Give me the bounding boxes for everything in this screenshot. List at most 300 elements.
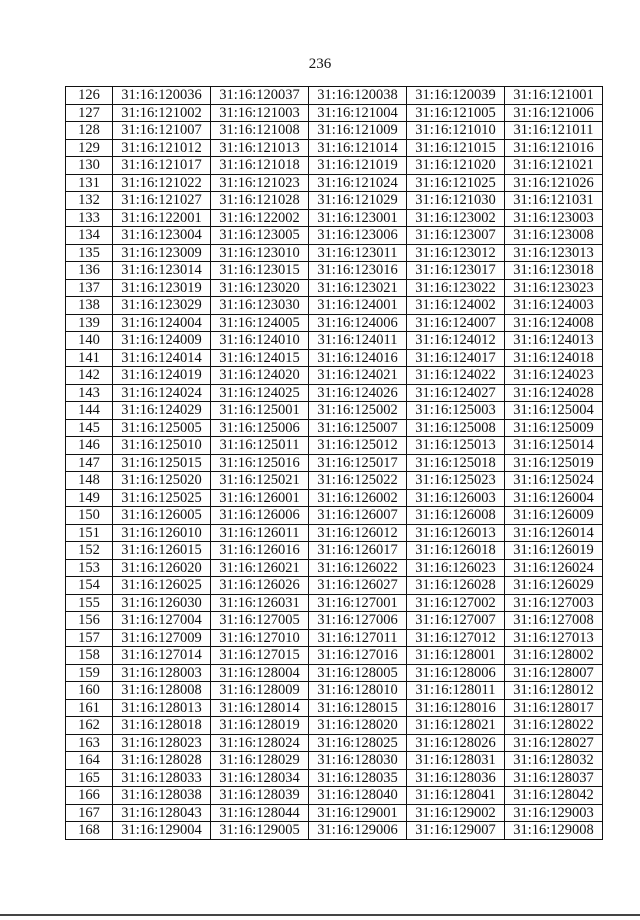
row-number-cell: 164 bbox=[66, 752, 113, 770]
cadastral-code-cell: 31:16:126024 bbox=[505, 559, 603, 577]
cadastral-code-cell: 31:16:123017 bbox=[407, 262, 505, 280]
row-number-cell: 127 bbox=[66, 104, 113, 122]
cadastral-code-cell: 31:16:123008 bbox=[505, 227, 603, 245]
cadastral-code-cell: 31:16:126004 bbox=[505, 489, 603, 507]
cadastral-code-cell: 31:16:128018 bbox=[113, 717, 211, 735]
page-number: 236 bbox=[308, 56, 332, 72]
cadastral-code-cell: 31:16:126030 bbox=[113, 594, 211, 612]
cadastral-code-cell: 31:16:128041 bbox=[407, 787, 505, 805]
cadastral-code-cell: 31:16:121021 bbox=[505, 157, 603, 175]
row-number-cell: 154 bbox=[66, 577, 113, 595]
cadastral-code-cell: 31:16:123005 bbox=[211, 227, 309, 245]
table-row bbox=[66, 262, 603, 280]
table-row bbox=[66, 454, 603, 472]
bottom-divider bbox=[0, 914, 640, 916]
table-row bbox=[66, 804, 603, 822]
cadastral-code-cell: 31:16:125021 bbox=[211, 472, 309, 490]
cadastral-code-cell: 31:16:121026 bbox=[505, 174, 603, 192]
cadastral-code-cell: 31:16:121017 bbox=[113, 157, 211, 175]
row-number-cell: 162 bbox=[66, 717, 113, 735]
cadastral-code-cell: 31:16:124004 bbox=[113, 314, 211, 332]
cadastral-code-cell: 31:16:121002 bbox=[113, 104, 211, 122]
cadastral-code-cell: 31:16:126012 bbox=[309, 524, 407, 542]
cadastral-code-cell: 31:16:128037 bbox=[505, 769, 603, 787]
cadastral-code-cell: 31:16:121020 bbox=[407, 157, 505, 175]
cadastral-code-cell: 31:16:121018 bbox=[211, 157, 309, 175]
table-row bbox=[66, 157, 603, 175]
cadastral-code-cell: 31:16:120037 bbox=[211, 87, 309, 105]
cadastral-code-cell: 31:16:121014 bbox=[309, 139, 407, 157]
cadastral-code-cell: 31:16:123010 bbox=[211, 244, 309, 262]
table-row bbox=[66, 542, 603, 560]
table-row bbox=[66, 734, 603, 752]
row-number-cell: 146 bbox=[66, 437, 113, 455]
table-row bbox=[66, 577, 603, 595]
table-row bbox=[66, 367, 603, 385]
table-row bbox=[66, 297, 603, 315]
cadastral-code-cell: 31:16:129005 bbox=[211, 822, 309, 840]
cadastral-code-cell: 31:16:123020 bbox=[211, 279, 309, 297]
cadastral-code-cell: 31:16:127007 bbox=[407, 612, 505, 630]
cadastral-code-cell: 31:16:128029 bbox=[211, 752, 309, 770]
row-number-cell: 161 bbox=[66, 699, 113, 717]
cadastral-code-cell: 31:16:125025 bbox=[113, 489, 211, 507]
table-row bbox=[66, 769, 603, 787]
cadastral-code-cell: 31:16:124028 bbox=[505, 384, 603, 402]
row-number-cell: 167 bbox=[66, 804, 113, 822]
table-row bbox=[66, 279, 603, 297]
cadastral-code-cell: 31:16:124029 bbox=[113, 402, 211, 420]
cadastral-code-cell: 31:16:125010 bbox=[113, 437, 211, 455]
table-row bbox=[66, 314, 603, 332]
table-row bbox=[66, 507, 603, 525]
cadastral-code-cell: 31:16:129002 bbox=[407, 804, 505, 822]
cadastral-code-cell: 31:16:128009 bbox=[211, 682, 309, 700]
cadastral-code-cell: 31:16:124010 bbox=[211, 332, 309, 350]
cadastral-code-cell: 31:16:124016 bbox=[309, 349, 407, 367]
table-row bbox=[66, 822, 603, 840]
cadastral-code-cell: 31:16:121010 bbox=[407, 122, 505, 140]
cadastral-code-cell: 31:16:125024 bbox=[505, 472, 603, 490]
row-number-cell: 130 bbox=[66, 157, 113, 175]
cadastral-code-cell: 31:16:126007 bbox=[309, 507, 407, 525]
cadastral-code-cell: 31:16:128002 bbox=[505, 647, 603, 665]
row-number-cell: 140 bbox=[66, 332, 113, 350]
cadastral-code-cell: 31:16:128008 bbox=[113, 682, 211, 700]
cadastral-code-cell: 31:16:121011 bbox=[505, 122, 603, 140]
cadastral-code-cell: 31:16:124011 bbox=[309, 332, 407, 350]
row-number-cell: 159 bbox=[66, 664, 113, 682]
cadastral-code-cell: 31:16:125009 bbox=[505, 419, 603, 437]
table-row bbox=[66, 664, 603, 682]
cadastral-code-cell: 31:16:127008 bbox=[505, 612, 603, 630]
row-number-cell: 138 bbox=[66, 297, 113, 315]
cadastral-code-cell: 31:16:126027 bbox=[309, 577, 407, 595]
table-row bbox=[66, 437, 603, 455]
cadastral-code-cell: 31:16:128032 bbox=[505, 752, 603, 770]
cadastral-code-cell: 31:16:128043 bbox=[113, 804, 211, 822]
cadastral-code-cell: 31:16:123009 bbox=[113, 244, 211, 262]
row-number-cell: 144 bbox=[66, 402, 113, 420]
cadastral-code-cell: 31:16:126013 bbox=[407, 524, 505, 542]
cadastral-code-cell: 31:16:120038 bbox=[309, 87, 407, 105]
cadastral-code-cell: 31:16:127003 bbox=[505, 594, 603, 612]
table-row bbox=[66, 629, 603, 647]
row-number-cell: 158 bbox=[66, 647, 113, 665]
cadastral-code-cell: 31:16:127016 bbox=[309, 647, 407, 665]
cadastral-code-cell: 31:16:120036 bbox=[113, 87, 211, 105]
cadastral-code-cell: 31:16:125017 bbox=[309, 454, 407, 472]
cadastral-code-cell: 31:16:126016 bbox=[211, 542, 309, 560]
cadastral-code-cell: 31:16:127001 bbox=[309, 594, 407, 612]
cadastral-code-cell: 31:16:128015 bbox=[309, 699, 407, 717]
cadastral-code-cell: 31:16:124021 bbox=[309, 367, 407, 385]
table-row bbox=[66, 384, 603, 402]
cadastral-code-cell: 31:16:123012 bbox=[407, 244, 505, 262]
cadastral-code-cell: 31:16:126017 bbox=[309, 542, 407, 560]
cadastral-code-cell: 31:16:127015 bbox=[211, 647, 309, 665]
cadastral-code-cell: 31:16:121013 bbox=[211, 139, 309, 157]
cadastral-code-cell: 31:16:128024 bbox=[211, 734, 309, 752]
cadastral-code-cell: 31:16:128019 bbox=[211, 717, 309, 735]
cadastral-code-cell: 31:16:125002 bbox=[309, 402, 407, 420]
cadastral-code-cell: 31:16:128027 bbox=[505, 734, 603, 752]
row-number-cell: 168 bbox=[66, 822, 113, 840]
cadastral-code-cell: 31:16:124005 bbox=[211, 314, 309, 332]
cadastral-code-cell: 31:16:126025 bbox=[113, 577, 211, 595]
cadastral-code-cell: 31:16:121023 bbox=[211, 174, 309, 192]
cadastral-code-cell: 31:16:123029 bbox=[113, 297, 211, 315]
cadastral-code-cell: 31:16:128035 bbox=[309, 769, 407, 787]
cadastral-code-cell: 31:16:123016 bbox=[309, 262, 407, 280]
cadastral-code-cell: 31:16:121027 bbox=[113, 192, 211, 210]
cadastral-code-cell: 31:16:124002 bbox=[407, 297, 505, 315]
cadastral-code-cell: 31:16:124025 bbox=[211, 384, 309, 402]
row-number-cell: 126 bbox=[66, 87, 113, 105]
cadastral-code-cell: 31:16:128016 bbox=[407, 699, 505, 717]
cadastral-code-cell: 31:16:121005 bbox=[407, 104, 505, 122]
table-body bbox=[66, 87, 603, 840]
cadastral-code-cell: 31:16:123019 bbox=[113, 279, 211, 297]
cadastral-code-cell: 31:16:128028 bbox=[113, 752, 211, 770]
cadastral-code-cell: 31:16:129006 bbox=[309, 822, 407, 840]
cadastral-code-cell: 31:16:124013 bbox=[505, 332, 603, 350]
row-number-cell: 163 bbox=[66, 734, 113, 752]
cadastral-code-cell: 31:16:128022 bbox=[505, 717, 603, 735]
row-number-cell: 150 bbox=[66, 507, 113, 525]
cadastral-code-cell: 31:16:128012 bbox=[505, 682, 603, 700]
cadastral-code-cell: 31:16:125014 bbox=[505, 437, 603, 455]
cadastral-code-cell: 31:16:124018 bbox=[505, 349, 603, 367]
cadastral-code-cell: 31:16:123001 bbox=[309, 209, 407, 227]
cadastral-code-cell: 31:16:121006 bbox=[505, 104, 603, 122]
cadastral-code-cell: 31:16:128017 bbox=[505, 699, 603, 717]
row-number-cell: 128 bbox=[66, 122, 113, 140]
cadastral-code-cell: 31:16:123013 bbox=[505, 244, 603, 262]
table-row bbox=[66, 787, 603, 805]
table-row bbox=[66, 104, 603, 122]
row-number-cell: 131 bbox=[66, 174, 113, 192]
cadastral-code-cell: 31:16:121007 bbox=[113, 122, 211, 140]
cadastral-code-cell: 31:16:125007 bbox=[309, 419, 407, 437]
cadastral-code-cell: 31:16:126001 bbox=[211, 489, 309, 507]
row-number-cell: 147 bbox=[66, 454, 113, 472]
row-number-cell: 139 bbox=[66, 314, 113, 332]
table-row bbox=[66, 752, 603, 770]
cadastral-code-cell: 31:16:121019 bbox=[309, 157, 407, 175]
cadastral-code-cell: 31:16:126011 bbox=[211, 524, 309, 542]
table-row bbox=[66, 717, 603, 735]
cadastral-code-cell: 31:16:123023 bbox=[505, 279, 603, 297]
cadastral-code-cell: 31:16:126019 bbox=[505, 542, 603, 560]
cadastral-code-cell: 31:16:127014 bbox=[113, 647, 211, 665]
cadastral-code-cell: 31:16:128014 bbox=[211, 699, 309, 717]
cadastral-code-cell: 31:16:128040 bbox=[309, 787, 407, 805]
cadastral-code-cell: 31:16:124007 bbox=[407, 314, 505, 332]
cadastral-code-cell: 31:16:125012 bbox=[309, 437, 407, 455]
cadastral-code-cell: 31:16:125001 bbox=[211, 402, 309, 420]
cadastral-code-cell: 31:16:125004 bbox=[505, 402, 603, 420]
table-row bbox=[66, 192, 603, 210]
cadastral-code-cell: 31:16:126003 bbox=[407, 489, 505, 507]
cadastral-code-cell: 31:16:128007 bbox=[505, 664, 603, 682]
cadastral-code-cell: 31:16:125016 bbox=[211, 454, 309, 472]
cadastral-code-cell: 31:16:129001 bbox=[309, 804, 407, 822]
cadastral-code-cell: 31:16:121029 bbox=[309, 192, 407, 210]
cadastral-code-cell: 31:16:128005 bbox=[309, 664, 407, 682]
cadastral-code-cell: 31:16:126010 bbox=[113, 524, 211, 542]
table-row bbox=[66, 139, 603, 157]
cadastral-number-table bbox=[65, 86, 603, 840]
cadastral-code-cell: 31:16:125015 bbox=[113, 454, 211, 472]
row-number-cell: 129 bbox=[66, 139, 113, 157]
cadastral-code-cell: 31:16:124001 bbox=[309, 297, 407, 315]
table-row bbox=[66, 244, 603, 262]
cadastral-code-cell: 31:16:126020 bbox=[113, 559, 211, 577]
cadastral-code-cell: 31:16:125018 bbox=[407, 454, 505, 472]
cadastral-code-cell: 31:16:124017 bbox=[407, 349, 505, 367]
table-row bbox=[66, 87, 603, 105]
row-number-cell: 166 bbox=[66, 787, 113, 805]
row-number-cell: 149 bbox=[66, 489, 113, 507]
cadastral-code-cell: 31:16:124014 bbox=[113, 349, 211, 367]
cadastral-code-cell: 31:16:128004 bbox=[211, 664, 309, 682]
cadastral-code-cell: 31:16:123011 bbox=[309, 244, 407, 262]
cadastral-code-cell: 31:16:129004 bbox=[113, 822, 211, 840]
cadastral-code-cell: 31:16:127006 bbox=[309, 612, 407, 630]
cadastral-code-cell: 31:16:124026 bbox=[309, 384, 407, 402]
cadastral-code-cell: 31:16:124027 bbox=[407, 384, 505, 402]
cadastral-code-cell: 31:16:128013 bbox=[113, 699, 211, 717]
table-row bbox=[66, 122, 603, 140]
cadastral-code-cell: 31:16:128021 bbox=[407, 717, 505, 735]
cadastral-code-cell: 31:16:128001 bbox=[407, 647, 505, 665]
cadastral-code-cell: 31:16:128034 bbox=[211, 769, 309, 787]
cadastral-code-cell: 31:16:124023 bbox=[505, 367, 603, 385]
cadastral-code-cell: 31:16:126026 bbox=[211, 577, 309, 595]
cadastral-code-cell: 31:16:123022 bbox=[407, 279, 505, 297]
cadastral-code-cell: 31:16:126022 bbox=[309, 559, 407, 577]
cadastral-code-cell: 31:16:125008 bbox=[407, 419, 505, 437]
table-row bbox=[66, 349, 603, 367]
cadastral-code-cell: 31:16:127012 bbox=[407, 629, 505, 647]
cadastral-code-cell: 31:16:127011 bbox=[309, 629, 407, 647]
cadastral-code-cell: 31:16:121016 bbox=[505, 139, 603, 157]
cadastral-code-cell: 31:16:128023 bbox=[113, 734, 211, 752]
table-row bbox=[66, 419, 603, 437]
cadastral-code-cell: 31:16:122001 bbox=[113, 209, 211, 227]
row-number-cell: 145 bbox=[66, 419, 113, 437]
table-row bbox=[66, 647, 603, 665]
row-number-cell: 152 bbox=[66, 542, 113, 560]
cadastral-code-cell: 31:16:125023 bbox=[407, 472, 505, 490]
cadastral-code-cell: 31:16:126008 bbox=[407, 507, 505, 525]
cadastral-code-cell: 31:16:126029 bbox=[505, 577, 603, 595]
cadastral-code-cell: 31:16:123030 bbox=[211, 297, 309, 315]
table-row bbox=[66, 489, 603, 507]
cadastral-code-cell: 31:16:128025 bbox=[309, 734, 407, 752]
row-number-cell: 151 bbox=[66, 524, 113, 542]
table-row bbox=[66, 332, 603, 350]
cadastral-code-cell: 31:16:128038 bbox=[113, 787, 211, 805]
table-row bbox=[66, 209, 603, 227]
row-number-cell: 134 bbox=[66, 227, 113, 245]
cadastral-code-cell: 31:16:125003 bbox=[407, 402, 505, 420]
cadastral-code-cell: 31:16:127002 bbox=[407, 594, 505, 612]
cadastral-code-cell: 31:16:123006 bbox=[309, 227, 407, 245]
cadastral-code-cell: 31:16:129007 bbox=[407, 822, 505, 840]
cadastral-code-cell: 31:16:121015 bbox=[407, 139, 505, 157]
row-number-cell: 160 bbox=[66, 682, 113, 700]
row-number-cell: 141 bbox=[66, 349, 113, 367]
row-number-cell: 155 bbox=[66, 594, 113, 612]
cadastral-code-cell: 31:16:124009 bbox=[113, 332, 211, 350]
cadastral-code-cell: 31:16:121009 bbox=[309, 122, 407, 140]
cadastral-code-cell: 31:16:123002 bbox=[407, 209, 505, 227]
cadastral-code-cell: 31:16:126018 bbox=[407, 542, 505, 560]
cadastral-code-cell: 31:16:127009 bbox=[113, 629, 211, 647]
cadastral-code-cell: 31:16:124015 bbox=[211, 349, 309, 367]
cadastral-code-cell: 31:16:123014 bbox=[113, 262, 211, 280]
cadastral-code-cell: 31:16:127013 bbox=[505, 629, 603, 647]
cadastral-code-cell: 31:16:123004 bbox=[113, 227, 211, 245]
row-number-cell: 157 bbox=[66, 629, 113, 647]
row-number-cell: 148 bbox=[66, 472, 113, 490]
row-number-cell: 133 bbox=[66, 209, 113, 227]
cadastral-code-cell: 31:16:128020 bbox=[309, 717, 407, 735]
cadastral-code-cell: 31:16:123018 bbox=[505, 262, 603, 280]
cadastral-code-cell: 31:16:124024 bbox=[113, 384, 211, 402]
row-number-cell: 142 bbox=[66, 367, 113, 385]
cadastral-code-cell: 31:16:125020 bbox=[113, 472, 211, 490]
cadastral-code-cell: 31:16:129003 bbox=[505, 804, 603, 822]
cadastral-code-cell: 31:16:128030 bbox=[309, 752, 407, 770]
row-number-cell: 153 bbox=[66, 559, 113, 577]
cadastral-code-cell: 31:16:128039 bbox=[211, 787, 309, 805]
cadastral-code-cell: 31:16:123021 bbox=[309, 279, 407, 297]
table-row bbox=[66, 559, 603, 577]
table-row bbox=[66, 594, 603, 612]
table-row bbox=[66, 524, 603, 542]
row-number-cell: 132 bbox=[66, 192, 113, 210]
cadastral-code-cell: 31:16:128011 bbox=[407, 682, 505, 700]
cadastral-code-cell: 31:16:126002 bbox=[309, 489, 407, 507]
cadastral-code-cell: 31:16:122002 bbox=[211, 209, 309, 227]
table-row bbox=[66, 699, 603, 717]
table-row bbox=[66, 227, 603, 245]
cadastral-code-cell: 31:16:121004 bbox=[309, 104, 407, 122]
cadastral-code-cell: 31:16:126009 bbox=[505, 507, 603, 525]
cadastral-code-cell: 31:16:121008 bbox=[211, 122, 309, 140]
cadastral-code-cell: 31:16:126014 bbox=[505, 524, 603, 542]
cadastral-code-cell: 31:16:126015 bbox=[113, 542, 211, 560]
cadastral-code-cell: 31:16:126021 bbox=[211, 559, 309, 577]
cadastral-code-cell: 31:16:128033 bbox=[113, 769, 211, 787]
cadastral-code-cell: 31:16:129008 bbox=[505, 822, 603, 840]
cadastral-code-cell: 31:16:120039 bbox=[407, 87, 505, 105]
row-number-cell: 136 bbox=[66, 262, 113, 280]
cadastral-code-cell: 31:16:128044 bbox=[211, 804, 309, 822]
cadastral-code-cell: 31:16:121003 bbox=[211, 104, 309, 122]
cadastral-code-cell: 31:16:126023 bbox=[407, 559, 505, 577]
cadastral-code-cell: 31:16:128026 bbox=[407, 734, 505, 752]
cadastral-code-cell: 31:16:125011 bbox=[211, 437, 309, 455]
cadastral-code-cell: 31:16:124020 bbox=[211, 367, 309, 385]
cadastral-code-cell: 31:16:128031 bbox=[407, 752, 505, 770]
cadastral-code-cell: 31:16:125013 bbox=[407, 437, 505, 455]
cadastral-code-cell: 31:16:124022 bbox=[407, 367, 505, 385]
table-row bbox=[66, 402, 603, 420]
cadastral-code-cell: 31:16:124012 bbox=[407, 332, 505, 350]
cadastral-code-cell: 31:16:121022 bbox=[113, 174, 211, 192]
cadastral-code-cell: 31:16:121025 bbox=[407, 174, 505, 192]
cadastral-code-cell: 31:16:121024 bbox=[309, 174, 407, 192]
cadastral-code-cell: 31:16:127005 bbox=[211, 612, 309, 630]
table-row bbox=[66, 682, 603, 700]
cadastral-code-cell: 31:16:124006 bbox=[309, 314, 407, 332]
row-number-cell: 156 bbox=[66, 612, 113, 630]
cadastral-code-cell: 31:16:124003 bbox=[505, 297, 603, 315]
cadastral-code-cell: 31:16:126028 bbox=[407, 577, 505, 595]
cadastral-code-cell: 31:16:121031 bbox=[505, 192, 603, 210]
cadastral-code-cell: 31:16:121001 bbox=[505, 87, 603, 105]
cadastral-code-cell: 31:16:121012 bbox=[113, 139, 211, 157]
row-number-cell: 135 bbox=[66, 244, 113, 262]
cadastral-code-cell: 31:16:128042 bbox=[505, 787, 603, 805]
table-row bbox=[66, 174, 603, 192]
cadastral-code-cell: 31:16:126005 bbox=[113, 507, 211, 525]
cadastral-code-cell: 31:16:125006 bbox=[211, 419, 309, 437]
row-number-cell: 143 bbox=[66, 384, 113, 402]
cadastral-code-cell: 31:16:127010 bbox=[211, 629, 309, 647]
cadastral-code-cell: 31:16:128036 bbox=[407, 769, 505, 787]
cadastral-code-cell: 31:16:121030 bbox=[407, 192, 505, 210]
cadastral-code-cell: 31:16:125005 bbox=[113, 419, 211, 437]
cadastral-code-cell: 31:16:128010 bbox=[309, 682, 407, 700]
cadastral-code-cell: 31:16:124008 bbox=[505, 314, 603, 332]
cadastral-code-cell: 31:16:128006 bbox=[407, 664, 505, 682]
table-row bbox=[66, 472, 603, 490]
cadastral-code-cell: 31:16:121028 bbox=[211, 192, 309, 210]
table-row bbox=[66, 612, 603, 630]
cadastral-code-cell: 31:16:126006 bbox=[211, 507, 309, 525]
row-number-cell: 165 bbox=[66, 769, 113, 787]
cadastral-code-cell: 31:16:125019 bbox=[505, 454, 603, 472]
cadastral-code-cell: 31:16:128003 bbox=[113, 664, 211, 682]
cadastral-code-cell: 31:16:123007 bbox=[407, 227, 505, 245]
cadastral-code-cell: 31:16:125022 bbox=[309, 472, 407, 490]
cadastral-code-cell: 31:16:123015 bbox=[211, 262, 309, 280]
